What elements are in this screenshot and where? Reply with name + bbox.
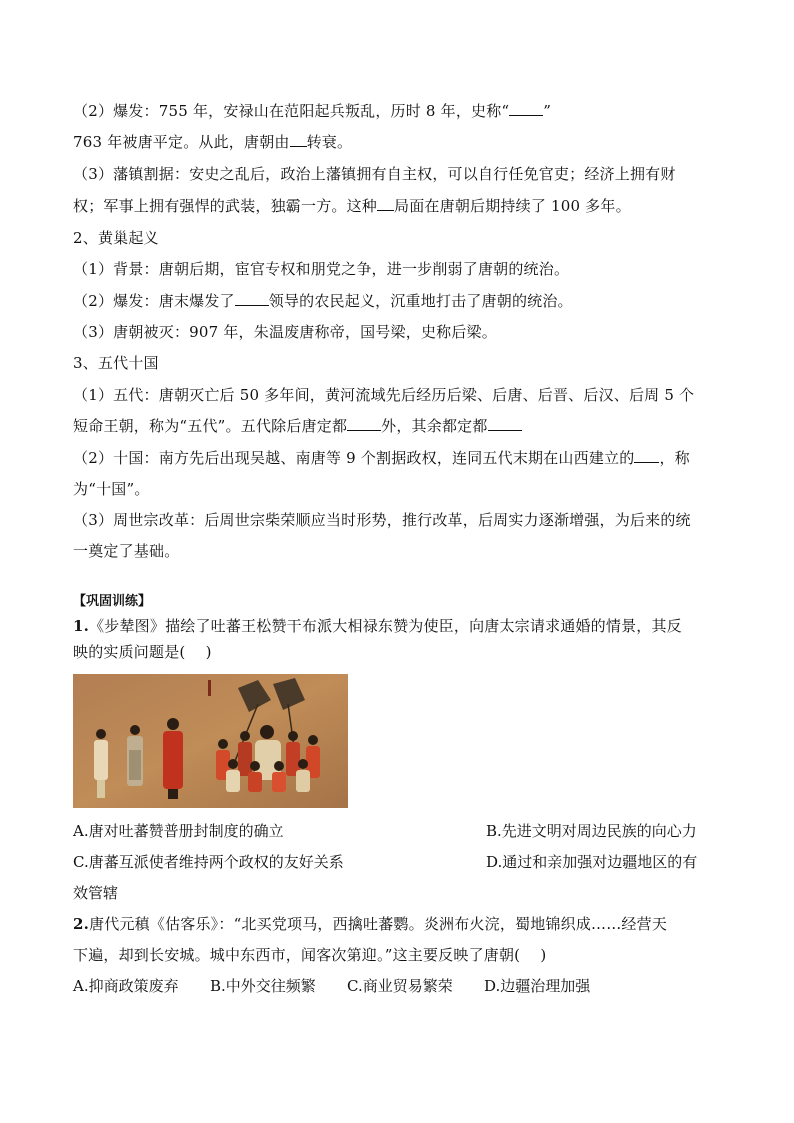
- question-number: 2.: [73, 915, 90, 933]
- text-line: （3）周世宗改革：后周世宗柴荣顺应当时形势，推行改革，后周实力逐渐增强，为后来的统: [73, 511, 691, 529]
- text-span: 权；军事上拥有强悍的武装，独霸一方。这种: [73, 197, 378, 215]
- q1-option-a[interactable]: A.唐对吐蕃赞普册封制度的确立: [73, 822, 284, 840]
- q1-option-d-continued: 效管辖: [73, 884, 119, 902]
- question-2-line-2: 下遍，却到长安城。城中东西市，闻客次第迎。”这主要反映了唐朝( ): [73, 946, 547, 964]
- heading-wudai-shiguo: 3、五代十国: [73, 354, 159, 372]
- text-line: 为“十国”。: [73, 480, 150, 498]
- text-line: [73, 132, 721, 152]
- text-span: 外，其余都定都: [381, 417, 488, 435]
- question-text: 唐代元稹《估客乐》：“北买党项马，西擒吐蕃鹦。炎洲布火浣，蜀地锦织成……经营天: [89, 915, 668, 933]
- q1-option-b[interactable]: B.先进文明对周边民族的向心力: [486, 822, 697, 840]
- question-text: 《步辇图》描绘了吐蕃王松赞干布派大相禄东赞为使臣，向唐太宗请求通婚的情景，其反: [89, 617, 682, 635]
- fill-blank[interactable]: [488, 416, 522, 431]
- text-line: 一奠定了基础。: [73, 542, 180, 560]
- q1-option-d[interactable]: D.通过和亲加强对边疆地区的有: [486, 853, 698, 871]
- text-line: [73, 291, 721, 311]
- text-line: [73, 416, 721, 436]
- text-line: [73, 448, 721, 468]
- fill-blank[interactable]: [290, 132, 307, 147]
- text-line: （1）五代：唐朝灭亡后 50 多年间，黄河流域先后经历后梁、后唐、后晋、后汉、后周 5 个: [73, 386, 695, 404]
- text-line: （3）藩镇割据：安史之乱后，政治上藩镇拥有自主权，可以自行任免官吏；经济上拥有财: [73, 165, 676, 183]
- text-span: 领导的农民起义，沉重地打击了唐朝的统治。: [268, 292, 573, 310]
- section-title: 【巩固训练】: [73, 594, 152, 609]
- fill-blank[interactable]: [347, 416, 381, 431]
- question-1-line-2: 映的实质问题是( ): [73, 643, 212, 661]
- fill-blank[interactable]: [377, 196, 394, 211]
- bunian-painting-image: [73, 674, 348, 808]
- text-span: ，称: [659, 449, 690, 467]
- question-1-line-1: [73, 616, 721, 636]
- fill-blank[interactable]: [634, 448, 659, 463]
- text-span: 763 年被唐平定。从此，唐朝由: [73, 133, 290, 151]
- q2-option-d[interactable]: D.边疆治理加强: [484, 977, 591, 995]
- q2-option-a[interactable]: A.抑商政策废弃: [73, 977, 179, 995]
- q2-option-c[interactable]: C.商业贸易繁荣: [347, 977, 453, 995]
- text-line: [73, 196, 721, 216]
- heading-huangchao: 2、黄巢起义: [73, 229, 159, 247]
- text-span: 局面在唐朝后期持续了 100 多年。: [394, 197, 631, 215]
- fill-blank[interactable]: [235, 291, 269, 306]
- text-line: （1）背景：唐朝后期，宦官专权和朋党之争，进一步削弱了唐朝的统治。: [73, 260, 570, 278]
- question-number: 1.: [73, 617, 90, 635]
- question-2-line-1: [73, 914, 721, 934]
- text-line: （3）唐朝被灭：907 年，朱温废唐称帝，国号梁，史称后梁。: [73, 323, 497, 341]
- q1-option-c[interactable]: C.唐蕃互派使者维持两个政权的友好关系: [73, 853, 344, 871]
- text-span: 转衰。: [306, 133, 353, 151]
- fill-blank[interactable]: [509, 101, 543, 116]
- text-span: ”: [543, 102, 552, 120]
- text-span: （2）十国：南方先后出现吴越、南唐等 9 个割据政权，连同五代末期在山西建立的: [73, 449, 635, 467]
- text-line: [73, 101, 721, 121]
- text-span: （2）爆发：唐末爆发了: [73, 292, 235, 310]
- text-span: 短命王朝，称为“五代”。五代除后唐定都: [73, 417, 348, 435]
- text-span: （2）爆发：755 年，安禄山在范阳起兵叛乱，历时 8 年，史称“: [73, 102, 510, 120]
- q2-option-b[interactable]: B.中外交往频繁: [210, 977, 316, 995]
